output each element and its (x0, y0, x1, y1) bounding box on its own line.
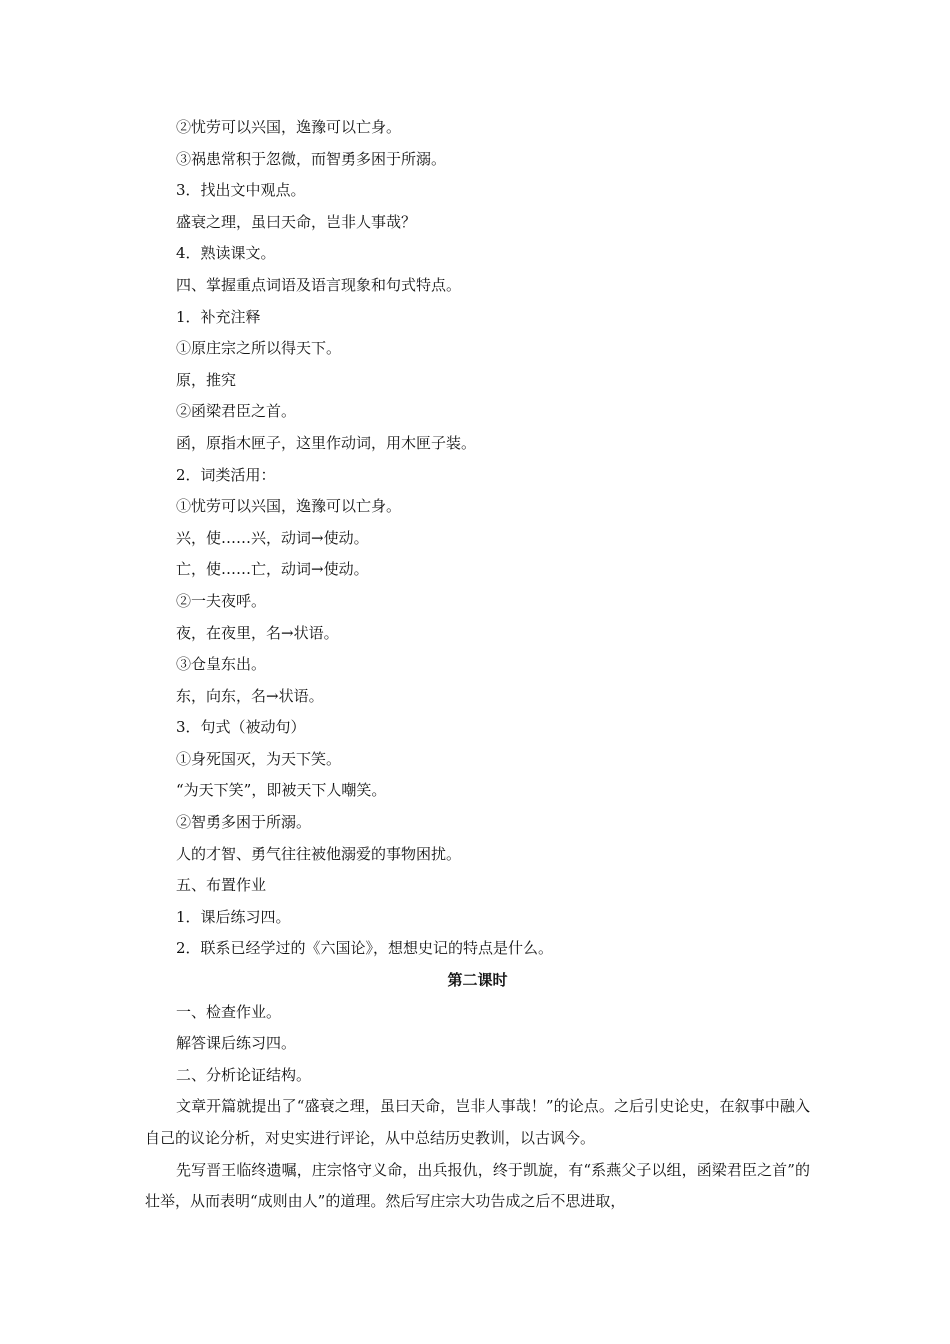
text-line: 函，原指木匣子，这里作动词，用木匣子装。 (176, 433, 477, 452)
paragraph: 先写晋王临终遗嘱，庄宗恪守义命，出兵报仇，终于凯旋，有“系燕父子以组，函梁君臣之首”的壮举，从而表明“成则由人”的道理。然后写庄宗大功告成之后不思进取， (145, 1160, 810, 1211)
text-line: 东，向东，名→状语。 (176, 686, 324, 705)
text-line: 解答课后练习四。 (176, 1034, 297, 1053)
section-title: 四、掌握重点词语及语言现象和句式特点。 (176, 275, 462, 294)
text-line: ③仓皇东出。 (176, 655, 267, 674)
text-line: ②智勇多困于所溺。 (176, 813, 312, 832)
text-line: 人的才智、勇气往往被他溺爱的事物困扰。 (176, 844, 462, 863)
text-line: 1．课后练习四。 (176, 907, 291, 926)
text-line: “为天下笑”，即被天下人嘲笑。 (176, 781, 387, 800)
text-line: ②一夫夜呼。 (176, 591, 267, 610)
document-page (145, 112, 810, 1218)
text-line: 夜，在夜里，名→状语。 (176, 623, 339, 642)
text-line: 4．熟读课文。 (176, 244, 276, 263)
section-title: 二、分析论证结构。 (176, 1065, 312, 1084)
text-line: 亡，使……亡，动词→使动。 (176, 560, 369, 579)
text-line: ①原庄宗之所以得天下。 (176, 339, 342, 358)
text-line: 3．句式（被动句） (176, 718, 306, 737)
text-line: ②忧劳可以兴国，逸豫可以亡身。 (176, 118, 402, 136)
section-title: 五、布置作业 (176, 876, 267, 895)
text-line: 原，推究 (176, 370, 237, 389)
text-line: ②函梁君臣之首。 (176, 402, 297, 421)
section-title: 一、检查作业。 (176, 1002, 282, 1021)
text-line: ③祸患常积于忽微，而智勇多困于所溺。 (176, 149, 447, 168)
text-line: 2．联系已经学过的《六国论》，想想史记的特点是什么。 (176, 939, 554, 958)
text-line: 1．补充注释 (176, 307, 261, 326)
text-line: ①身死国灭，为天下笑。 (176, 749, 342, 768)
text-line: 3．找出文中观点。 (176, 181, 306, 200)
text-line: 兴，使……兴，动词→使动。 (176, 528, 369, 547)
paragraph: 文章开篇就提出了“盛衰之理，虽曰天命，岂非人事哉！”的论点。之后引史论史，在叙事中融入自己的议论分析，对史实进行评论，从中总结历史教训，以古讽今。 (145, 1097, 810, 1147)
text-line: 盛衰之理，虽曰天命，岂非人事哉？ (176, 212, 417, 231)
lesson-heading: 第二课时 (447, 971, 508, 990)
text-line: 2．词类活用： (176, 465, 276, 484)
text-line: ①忧劳可以兴国，逸豫可以亡身。 (176, 497, 402, 516)
